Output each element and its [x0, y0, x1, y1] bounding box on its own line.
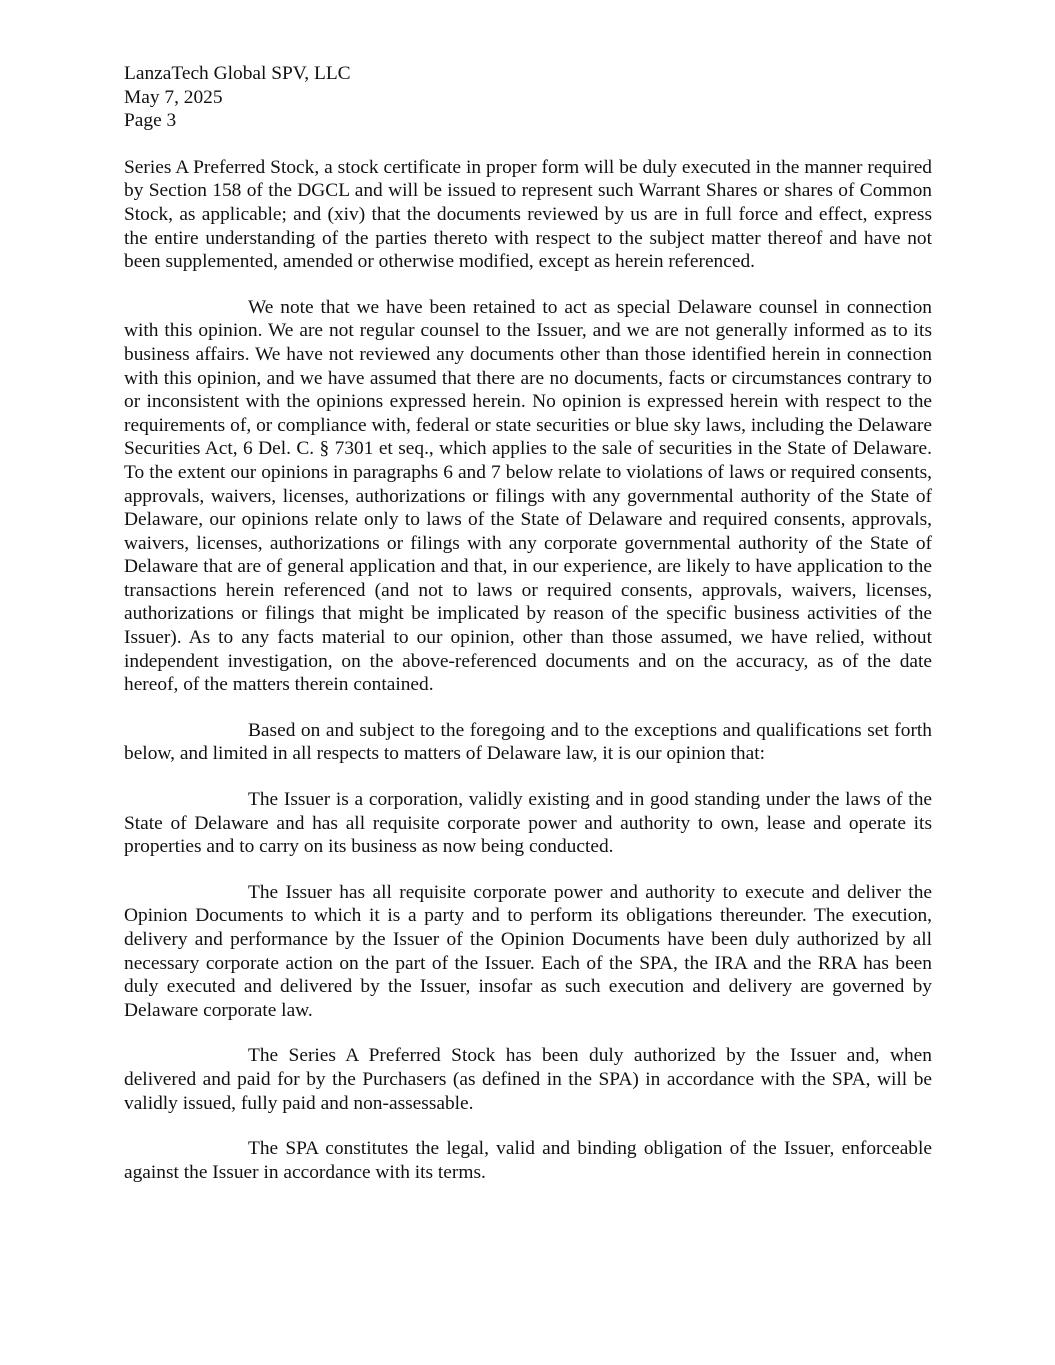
letter-header	[124, 62, 932, 133]
header-company: LanzaTech Global SPV, LLC	[124, 63, 351, 84]
paragraph-continuation: Series A Preferred Stock, a stock certificate in proper form will be duly executed in the manner required by Section 158 of the DGCL and will be issued to represent such Warrant Shares or shares of Common Stock, as applicable; and (xiv) that the documents reviewed by us are in full force and effect, express the entire understanding of the parties thereto with respect to the subject matter thereof and have not been supplemented, amended or otherwise modified, except as herein referenced.	[124, 156, 932, 273]
header-date: May 7, 2025	[124, 86, 223, 108]
paragraph-opinion-intro: Based on and subject to the foregoing and to the exceptions and qualifications set forth below, and limited in all respects to matters of Delaware law, it is our opinion that:	[124, 719, 932, 765]
paragraph-counsel-note: We note that we have been retained to act as special Delaware counsel in connection with this opinion. We are not regular counsel to the Issuer, and we are not generally informed as to its business affairs. We have not reviewed any documents other than those identified herein in connection with this opinion, and we have assumed that there are no documents, facts or circumstances contrary to or inconsistent with the opinions expressed herein. No opinion is expressed herein with respect to the requirements of, or compliance with, federal or state securities or blue sky laws, including the Delaware Securities Act, 6 Del. C. § 7301 et seq., which applies to the sale of securities in the State of Delaware. To the extent our opinions in paragraphs 6 and 7 below relate to violations of laws or required consents, approvals, waivers, licenses, authorizations or filings with any governmental authority of the State of Delaware, our opinions relate only to laws of the State of Delaware and required consents, approvals, waivers, licenses, authorizations or filings with any corporate governmental authority of the State of Delaware that are of general application and that, in our experience, are likely to have application to the transactions herein referenced (and not to laws or required consents, approvals, waivers, licenses, authorizations or filings that might be implicated by reason of the specific business activities of the Issuer). As to any facts material to our opinion, other than those assumed, we have relied, without independent investigation, on the above-referenced documents and on the accuracy, as of the date hereof, of the matters therein contained.	[124, 296, 932, 696]
paragraph-preferred-stock: The Series A Preferred Stock has been duly authorized by the Issuer and, when delivered and paid for by the Purchasers (as defined in the SPA) in accordance with the SPA, will be validly issued, fully paid and non-assessable.	[124, 1045, 932, 1114]
paragraph-spa-binding: The SPA constitutes the legal, valid and binding obligation of the Issuer, enforceable against the Issuer in accordance with its terms.	[124, 1138, 932, 1183]
header-page-number: Page 3	[124, 110, 177, 132]
paragraph-good-standing: The Issuer is a corporation, validly existing and in good standing under the laws of the State of Delaware and has all requisite corporate power and authority to own, lease and operate its properties and to carry on its business as now being conducted.	[124, 789, 932, 858]
paragraph-corporate-power: The Issuer has all requisite corporate power and authority to execute and deliver the Opinion Documents to which it is a party and to perform its obligations thereunder. The execution, delivery and performance by the Issuer of the Opinion Documents have been duly authorized by all necessary corporate action on the part of the Issuer. Each of the SPA, the IRA and the RRA has been duly executed and delivered by the Issuer, insofar as such execution and delivery are governed by Delaware corporate law.	[124, 881, 932, 1021]
document-page	[124, 62, 932, 1206]
